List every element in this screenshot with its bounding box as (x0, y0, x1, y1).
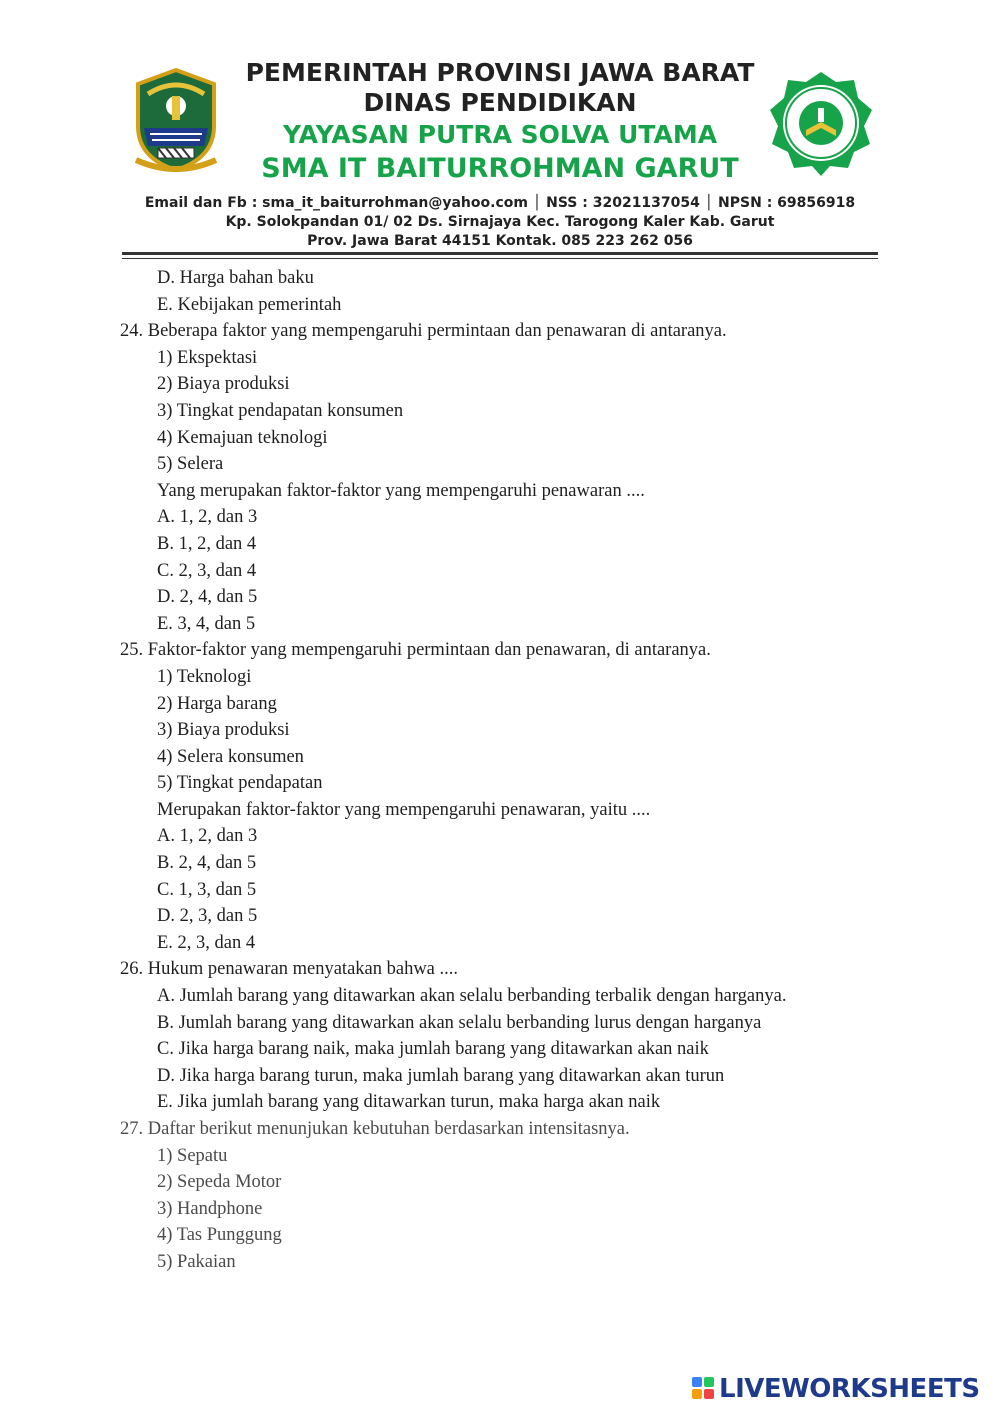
letterhead-divider (122, 252, 878, 255)
list-item: 3) Handphone (157, 1198, 263, 1219)
question-prompt: Merupakan faktor-faktor yang mempengaruhi penawaran, yaitu .... (157, 799, 651, 820)
option-line: E. Jika jumlah barang yang ditawarkan turun, maka harga akan naik (157, 1092, 661, 1113)
list-item: 1) Teknologi (157, 666, 252, 687)
letterhead-divider-thin (122, 258, 878, 259)
question-24: 24. Beberapa faktor yang mempengaruhi permintaan dan penawaran di antaranya. (120, 321, 727, 342)
letterhead-department: DINAS PENDIDIKAN (363, 88, 637, 117)
letterhead-government: PEMERINTAH PROVINSI JAWA BARAT (245, 58, 755, 87)
list-item: 5) Pakaian (157, 1251, 236, 1272)
option-line: A. Jumlah barang yang ditawarkan akan selalu berbanding terbalik dengan harganya. (157, 986, 787, 1007)
list-item: 2) Sepeda Motor (157, 1172, 282, 1193)
letterhead-school-name: SMA IT BAITURROHMAN GARUT (261, 153, 739, 184)
list-item: 5) Selera (157, 454, 224, 475)
option-line: B. 2, 4, dan 5 (157, 853, 257, 874)
list-item: 4) Kemajuan teknologi (157, 427, 328, 448)
option-line: E. 2, 3, dan 4 (157, 932, 256, 953)
option-line: B. Jumlah barang yang ditawarkan akan selalu berbanding lurus dengan harganya (157, 1012, 762, 1033)
option-line: B. 1, 2, dan 4 (157, 533, 257, 554)
list-item: 2) Harga barang (157, 693, 277, 714)
list-item: 3) Tingkat pendapatan konsumen (157, 400, 404, 421)
list-item: 5) Tingkat pendapatan (157, 773, 323, 794)
letterhead-contact-phone: Prov. Jawa Barat 44151 Kontak. 085 223 262 056 (307, 233, 693, 249)
worksheet-content (120, 265, 880, 1276)
question-25: 25. Faktor-faktor yang mempengaruhi permintaan dan penawaran, di antaranya. (120, 640, 711, 661)
liveworksheets-brand[interactable] (692, 1373, 980, 1405)
list-item: 4) Selera konsumen (157, 746, 304, 767)
list-item: 2) Biaya produksi (157, 374, 290, 395)
option-line: D. 2, 3, dan 5 (157, 906, 258, 927)
brand-name: LIVEWORKSHEETS (719, 1374, 980, 1404)
school-seal-icon (766, 68, 876, 178)
list-item: 1) Sepatu (157, 1145, 228, 1166)
option-line: D. 2, 4, dan 5 (157, 587, 258, 608)
question-prompt: Yang merupakan faktor-faktor yang mempengaruhi penawaran .... (157, 480, 645, 501)
list-item: 3) Biaya produksi (157, 720, 290, 741)
option-line: A. 1, 2, dan 3 (157, 507, 258, 528)
list-item: 4) Tas Punggung (157, 1225, 282, 1246)
option-line: D. Jika harga barang turun, maka jumlah barang yang ditawarkan akan turun (157, 1065, 725, 1086)
letterhead (0, 0, 1000, 265)
option-line: C. 1, 3, dan 5 (157, 879, 257, 900)
option-line: C. Jika harga barang naik, maka jumlah barang yang ditawarkan akan naik (157, 1039, 709, 1060)
letterhead-title-block (200, 58, 800, 186)
letterhead-foundation: YAYASAN PUTRA SOLVA UTAMA (282, 120, 718, 149)
option-line: D. Harga bahan baku (157, 268, 314, 288)
option-line: A. 1, 2, dan 3 (157, 826, 258, 847)
letterhead-contact-address: Kp. Solokpandan 01/ 02 Ds. Sirnajaya Kec. Tarogong Kaler Kab. Garut (225, 214, 775, 230)
list-item: 1) Ekspektasi (157, 347, 258, 368)
option-line: E. Kebijakan pemerintah (157, 294, 342, 315)
option-line: E. 3, 4, dan 5 (157, 613, 256, 634)
option-line: C. 2, 3, dan 4 (157, 560, 257, 581)
letterhead-contact-email: Email dan Fb : sma_it_baiturrohman@yahoo.com │ NSS : 32021137054 │ NPSN : 69856918 (144, 195, 856, 211)
liveworksheets-logo-icon (692, 1377, 716, 1401)
letterhead-contact (100, 194, 900, 251)
question-26: 26. Hukum penawaran menyatakan bahwa .... (120, 959, 459, 980)
question-27: 27. Daftar berikut menunjukan kebutuhan berdasarkan intensitasnya. (120, 1119, 630, 1139)
